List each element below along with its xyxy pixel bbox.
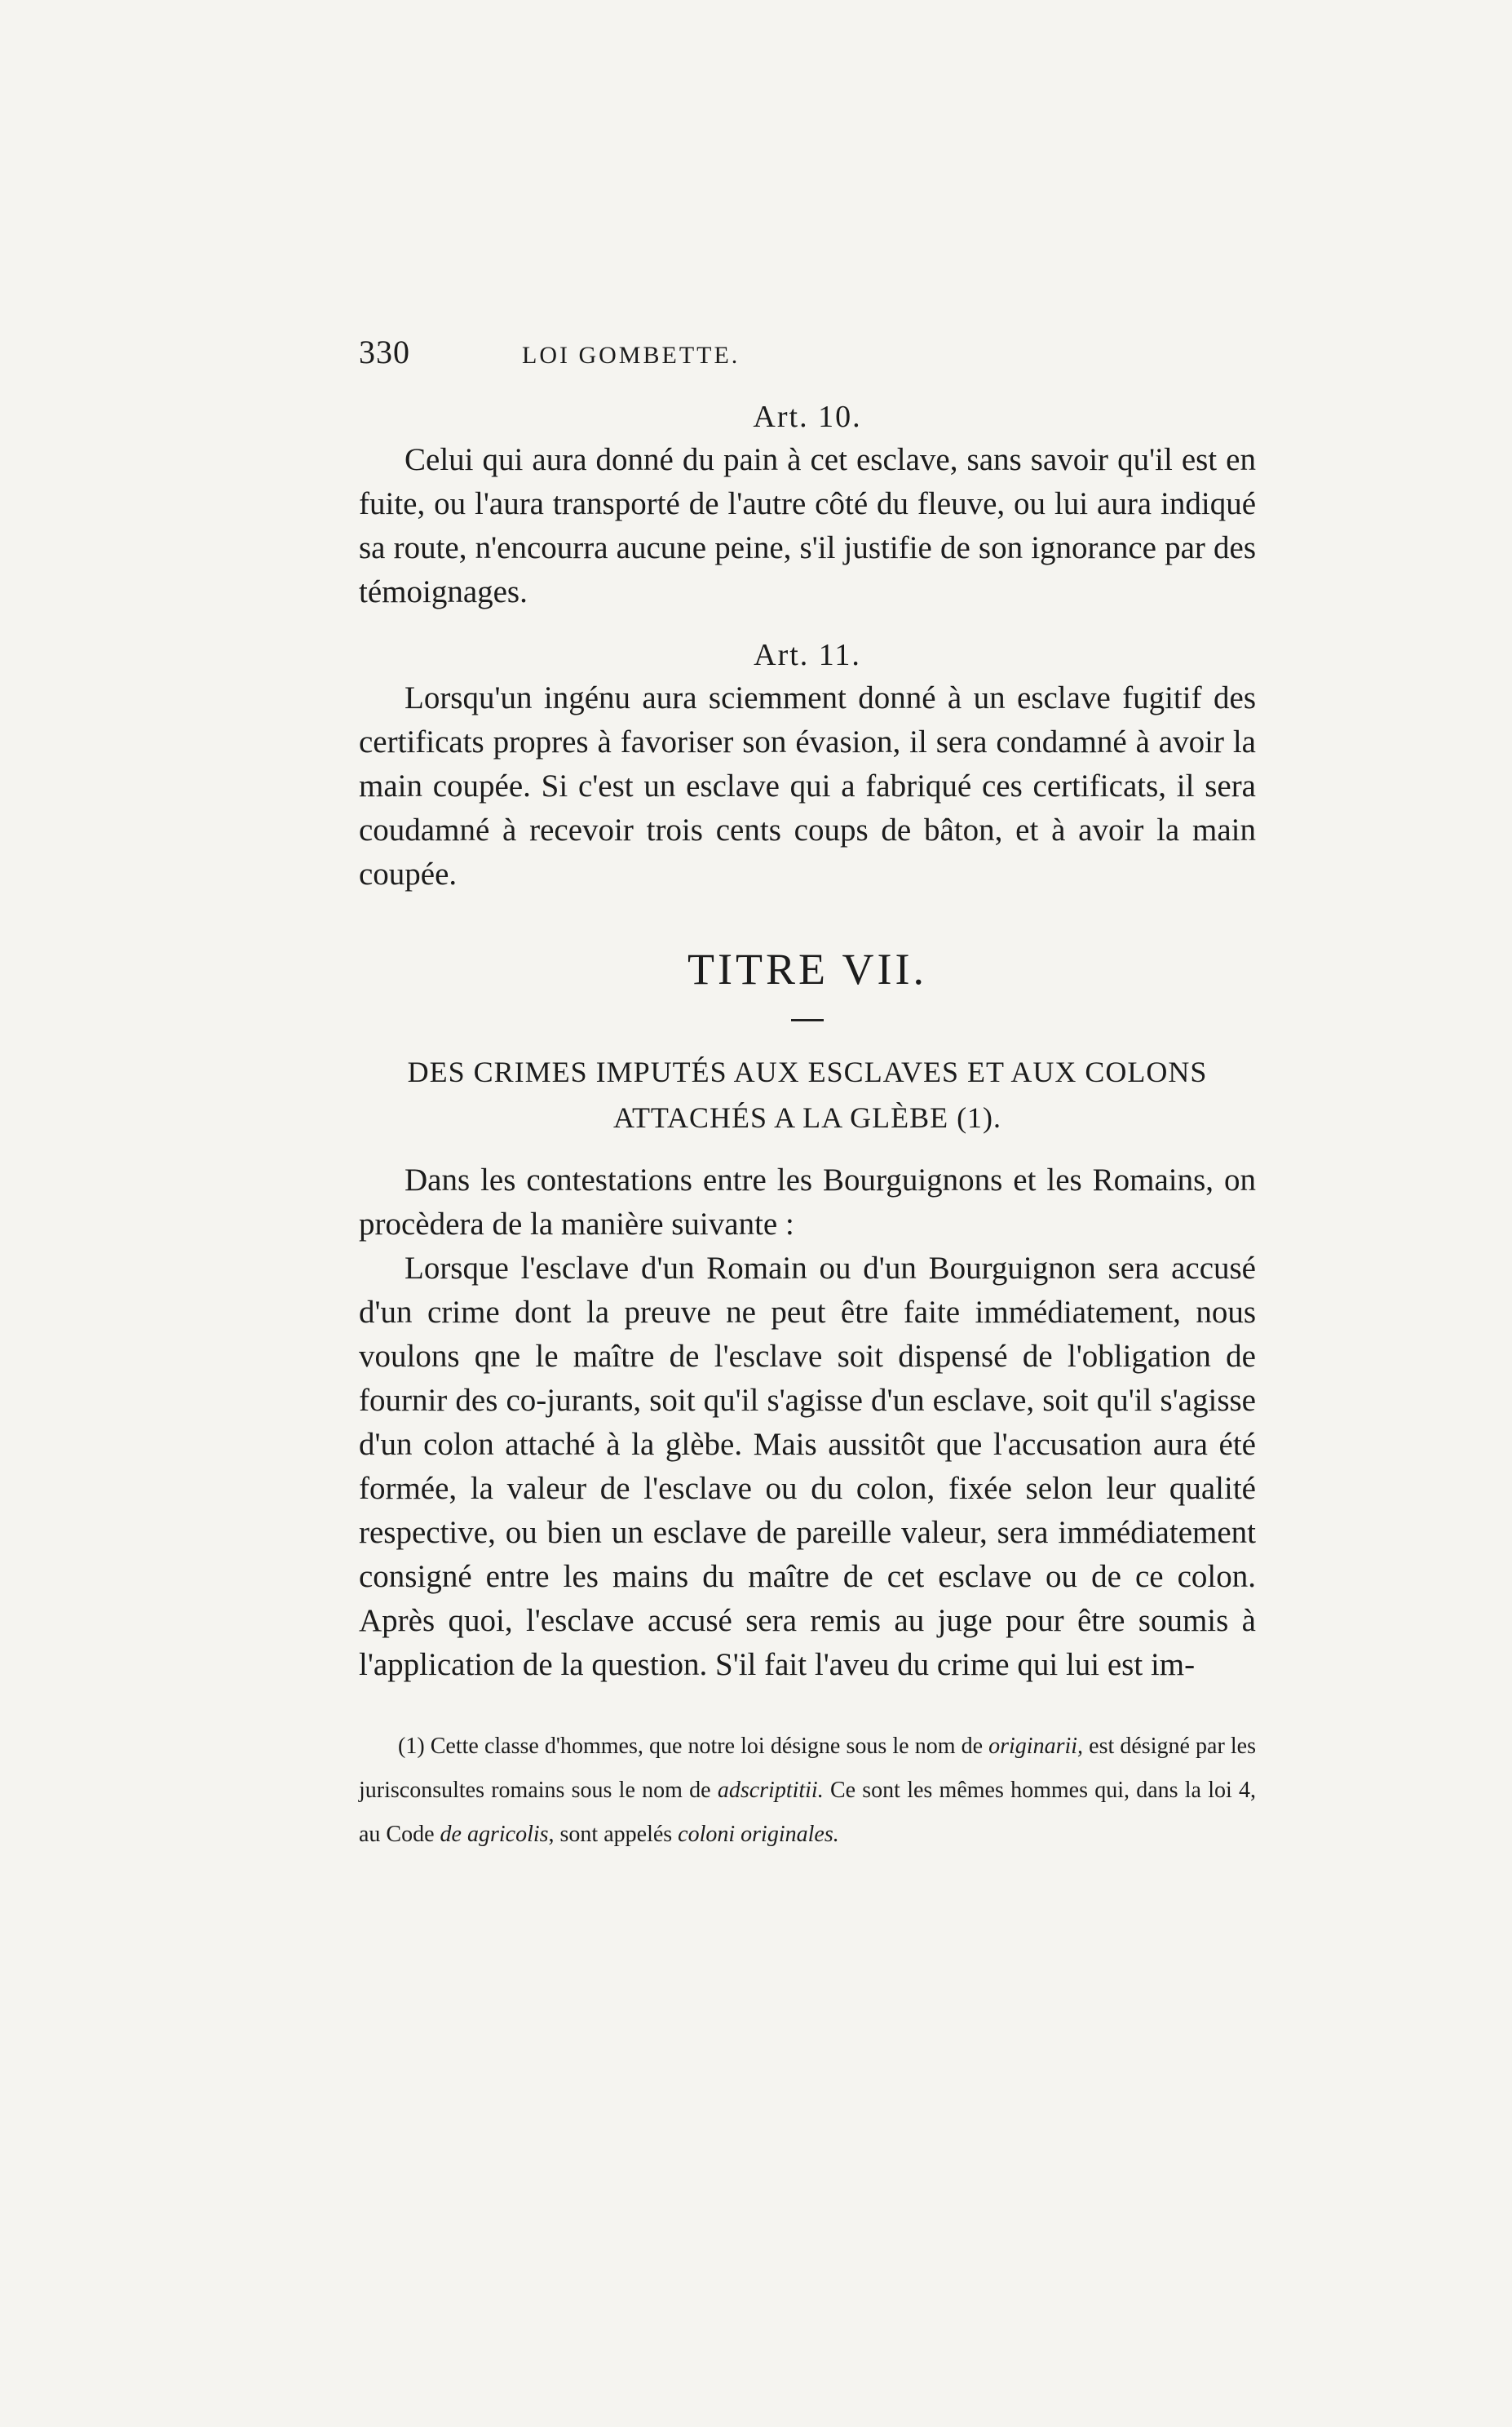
footnote-term-1: originarii, xyxy=(988,1734,1084,1759)
footnote-term-2: adscriptitii. xyxy=(717,1778,824,1803)
running-header xyxy=(359,333,1256,371)
footnote-text-2: est désigné par les jurisconsultes romains sous le nom de xyxy=(359,1734,1256,1803)
body-paragraph-1: Dans les contestations entre les Bourguignons et les Romains, on procèdera de la manière suivante : xyxy=(359,1163,1256,1242)
article-10-text: Celui qui aura donné du pain à cet esclave, sans savoir qu'il est en fuite, ou l'aura transporté de l'autre côté du fleuve, ou lui aura indiqué sa route, n'encourra aucune peine, s'il justifie de son ignorance par des témoignages. xyxy=(359,442,1256,609)
running-title: LOI GOMBETTE. xyxy=(522,342,741,369)
page-content xyxy=(359,333,1256,1880)
body-paragraph-2: Lorsque l'esclave d'un Romain ou d'un Bourguignon sera accusé d'un crime dont la preuve ne peut être faite immédiatement, nous voulons qne le maître de l'esclave soit dispensé de l'obligation de fournir des co-jurants, soit qu'il s'agisse d'un esclave, soit qu'il s'agisse d'un colon attaché à la glèbe. Mais aussitôt que l'accusation aura été formée, la valeur de l'esclave ou du colon, fixée selon leur qualité respective, ou bien un esclave de pareille valeur, sera immédiatement consigné entre les mains du maître de cet esclave ou de ce colon. Après quoi, l'esclave accusé sera remis au juge pour être soumis à l'application de la question. S'il fait l'aveu du crime qui lui est im- xyxy=(359,1251,1256,1682)
footnote-text-4: , sont appelés xyxy=(548,1822,679,1847)
titre-heading: TITRE VII. xyxy=(687,945,927,994)
footnote-text-3: Ce sont les mêmes hommes qui, dans la loi 4, au Code xyxy=(359,1778,1256,1847)
article-11-heading: Art. 11. xyxy=(754,638,861,672)
titre-rule xyxy=(791,1019,824,1021)
article-11-text: Lorsqu'un ingénu aura sciemment donné à un esclave fugitif des certificats propres à favoriser son évasion, il sera condamné à avoir la main coupée. Si c'est un esclave qui a fabriqué ces certificats, il sera coudamné à recevoir trois cents coups de bâton, et à avoir la main coupée. xyxy=(359,680,1256,892)
page-number: 330 xyxy=(359,334,410,370)
footnote-term-4: coloni originales. xyxy=(678,1822,839,1847)
footnote xyxy=(359,1725,1256,1857)
footnote-term-3: de agricolis xyxy=(440,1822,549,1847)
footnote-text-1: (1) Cette classe d'hommes, que notre loi désigne sous le nom de xyxy=(398,1734,989,1759)
article-10-heading: Art. 10. xyxy=(753,400,862,434)
section-title: DES CRIMES IMPUTÉS AUX ESCLAVES ET AUX COLONS ATTACHÉS A LA GLÈBE (1). xyxy=(407,1056,1208,1134)
